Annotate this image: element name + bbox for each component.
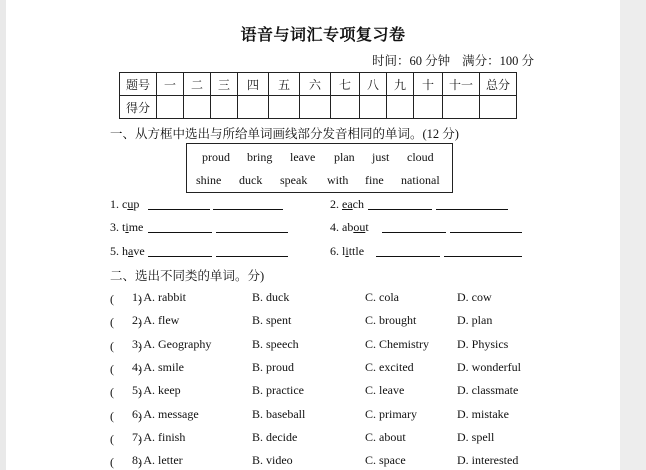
- score-header-cell: 总分: [480, 73, 517, 96]
- word-box-word: shine: [196, 173, 222, 187]
- score-cell[interactable]: [331, 96, 360, 119]
- option-a: 5. A. keep: [132, 383, 181, 397]
- word-box-word: speak: [280, 173, 308, 187]
- answer-blank[interactable]: [216, 256, 288, 257]
- full-score: 满分：100 分: [462, 54, 535, 68]
- answer-paren[interactable]: ( ): [110, 455, 142, 469]
- answer-blank[interactable]: [148, 256, 212, 257]
- word-box-word: bring: [247, 150, 273, 164]
- score-cell[interactable]: [211, 96, 238, 119]
- phonics-item: 5. have: [110, 244, 145, 258]
- section1-heading: 一、从方框中选出与所给单词画线部分发音相同的单词。(12 分): [110, 127, 459, 141]
- answer-blank[interactable]: [216, 232, 288, 233]
- answer-blank[interactable]: [382, 232, 446, 233]
- option-c: C. excited: [365, 360, 414, 374]
- answer-paren[interactable]: ( ): [110, 385, 142, 399]
- answer-blank[interactable]: [450, 232, 522, 233]
- answer-blank[interactable]: [436, 209, 508, 210]
- score-header-cell: 题号: [120, 73, 157, 96]
- answer-blank[interactable]: [368, 209, 432, 210]
- answer-paren[interactable]: ( ): [110, 362, 142, 376]
- word-box-word: with: [327, 173, 349, 187]
- score-cell[interactable]: [238, 96, 269, 119]
- word-box-word: cloud: [407, 150, 434, 164]
- score-table-score-row: [120, 96, 517, 119]
- answer-paren[interactable]: ( ): [110, 315, 142, 329]
- option-b: B. practice: [252, 383, 304, 397]
- answer-blank[interactable]: [148, 209, 210, 210]
- phonics-item: 1. cup: [110, 197, 140, 211]
- option-c: C. brought: [365, 313, 417, 327]
- option-b: B. proud: [252, 360, 294, 374]
- answer-paren[interactable]: ( ): [110, 292, 142, 306]
- answer-paren[interactable]: ( ): [110, 339, 142, 353]
- option-a: 3. A. Geography: [132, 337, 212, 351]
- word-box-word: plan: [334, 150, 355, 164]
- answer-blank[interactable]: [148, 232, 212, 233]
- option-d: D. classmate: [457, 383, 519, 397]
- score-header-cell: 四: [238, 73, 269, 96]
- option-d: D. mistake: [457, 407, 509, 421]
- answer-paren[interactable]: ( ): [110, 409, 142, 423]
- right-scroll-area[interactable]: [620, 0, 646, 470]
- score-header-cell: 七: [331, 73, 360, 96]
- answer-blank[interactable]: [376, 256, 440, 257]
- word-box-word: leave: [290, 150, 316, 164]
- word-box-word: proud: [202, 150, 230, 164]
- option-c: C. leave: [365, 383, 405, 397]
- score-cell[interactable]: [157, 96, 184, 119]
- option-a: 1. A. rabbit: [132, 290, 186, 304]
- option-d: D. interested: [457, 453, 519, 467]
- option-a: 7. A. finish: [132, 430, 186, 444]
- score-cell[interactable]: [300, 96, 331, 119]
- score-table: [119, 72, 517, 119]
- phonics-item: 4. about: [330, 220, 369, 234]
- option-b: B. baseball: [252, 407, 306, 421]
- option-d: D. spell: [457, 430, 495, 444]
- option-d: D. wonderful: [457, 360, 521, 374]
- score-header-cell: 六: [300, 73, 331, 96]
- option-b: B. duck: [252, 290, 290, 304]
- option-b: B. speech: [252, 337, 299, 351]
- option-b: B. decide: [252, 430, 298, 444]
- page-title: 语音与词汇专项复习卷: [240, 27, 406, 44]
- score-header-cell: 一: [157, 73, 184, 96]
- option-a: 6. A. message: [132, 407, 199, 421]
- phonics-item: 3. time: [110, 220, 144, 234]
- score-cell[interactable]: [184, 96, 211, 119]
- phonics-item: 2. each: [330, 197, 364, 211]
- score-cell[interactable]: [387, 96, 414, 119]
- answer-paren[interactable]: ( ): [110, 432, 142, 446]
- word-box-word: fine: [365, 173, 384, 187]
- phonics-item: 6. little: [330, 244, 365, 258]
- time-limit: 时间：60 分钟: [372, 54, 451, 68]
- option-d: D. Physics: [457, 337, 509, 351]
- section2-heading: 二、选出不同类的单词。分): [110, 269, 265, 283]
- option-c: C. primary: [365, 407, 417, 421]
- score-header-cell: 五: [269, 73, 300, 96]
- option-d: D. cow: [457, 290, 492, 304]
- answer-blank[interactable]: [444, 256, 522, 257]
- word-box-word: just: [372, 150, 390, 164]
- score-header-cell: 三: [211, 73, 238, 96]
- score-cell[interactable]: [443, 96, 480, 119]
- score-header-cell: 九: [387, 73, 414, 96]
- option-c: C. cola: [365, 290, 399, 304]
- word-box-word: national: [401, 173, 440, 187]
- option-d: D. plan: [457, 313, 493, 327]
- score-table-header-row: [120, 73, 517, 96]
- answer-blank[interactable]: [213, 209, 283, 210]
- option-a: 2. A. flew: [132, 313, 180, 327]
- exam-meta: [372, 51, 546, 69]
- score-header-cell: 二: [184, 73, 211, 96]
- option-c: C. Chemistry: [365, 337, 430, 351]
- score-header-cell: 十一: [443, 73, 480, 96]
- option-c: C. space: [365, 453, 406, 467]
- score-row-label: 得分: [120, 96, 157, 119]
- option-c: C. about: [365, 430, 406, 444]
- document-page: [6, 0, 620, 470]
- score-header-cell: 八: [360, 73, 387, 96]
- word-box-word: duck: [239, 173, 263, 187]
- option-a: 4. A. smile: [132, 360, 185, 374]
- option-b: B. spent: [252, 313, 292, 327]
- option-a: 8. A. letter: [132, 453, 183, 467]
- score-header-cell: 十: [414, 73, 443, 96]
- score-cell[interactable]: [480, 96, 517, 119]
- option-b: B. video: [252, 453, 293, 467]
- score-cell[interactable]: [360, 96, 387, 119]
- score-cell[interactable]: [414, 96, 443, 119]
- score-cell[interactable]: [269, 96, 300, 119]
